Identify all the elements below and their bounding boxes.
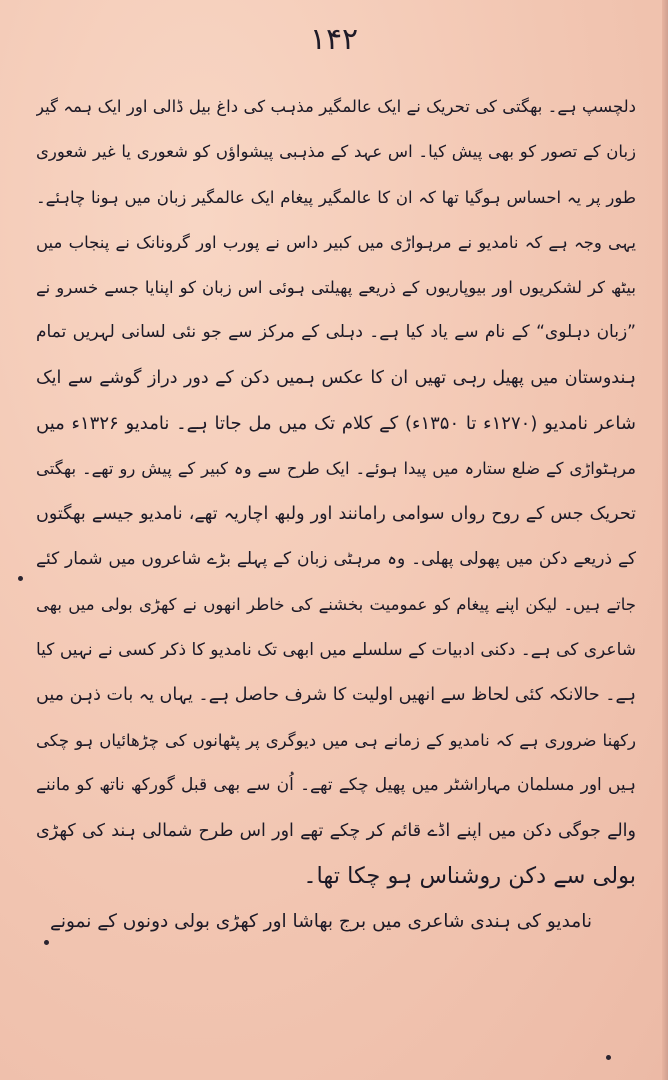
text-line: جاتے ہیں۔ لیکن اپنے پیغام کو عمومیت بخشنے کی خاطر انھوں نے کھڑی بولی میں بھی xyxy=(36,595,636,615)
text-line: یہی وجہ ہے کہ نامدیو نے مرہواڑی میں کبیر داس نے پورب اور گرونانک نے پنجاب میں xyxy=(36,232,636,252)
text-line: طور پر یہ احساس ہوگیا تھا کہ ان کا عالمگیر پیغام ایک عالمگیر زبان میں ہونا چاہئے۔ xyxy=(36,187,636,207)
text-line: والے جوگی دکن میں اپنے اڈے قائم کر چکے تھے اور اس طرح شمالی ہند کی کھڑی xyxy=(36,820,636,841)
ink-speck xyxy=(44,940,49,945)
text-line: بیٹھ کر لشکریوں اور بیوپاریوں کے ذریعے پھیلتی ہوئی اس زبان کو اپنایا جسے خسرو نے xyxy=(36,278,636,298)
ink-speck xyxy=(18,576,23,581)
text-line: ہے۔ حالانکہ کئی لحاظ سے انھیں اولیت کا شرف حاصل ہے۔ یہاں یہ بات ذہن میں xyxy=(36,684,636,705)
text-line: بولی سے دکن روشناس ہو چکا تھا۔ xyxy=(303,863,636,890)
text-line: مرہٹواڑی کے ضلع ستارہ میں پیدا ہوئے۔ ایک طرح سے وہ کبیر کے پیش رو تھے۔ بھگتی xyxy=(36,459,636,479)
page-number: ۱۴۲ xyxy=(309,22,359,57)
ink-speck xyxy=(606,1055,611,1060)
text-line: رکھنا ضروری ہے کہ نامدیو کے زمانے ہی میں دیوگری پر پٹھانوں کی چڑھائیاں ہو چکی xyxy=(36,731,636,751)
text-line: ہندوستان میں پھیل رہی تھیں ان کا عکس ہمیں دکن کے دور دراز گوشے سے ایک xyxy=(36,367,636,388)
text-line: کے ذریعے دکن میں پھولی پھلی۔ وہ مرہٹی زبان کے پہلے بڑے شاعروں میں شمار کئے xyxy=(36,548,636,569)
text-line: شاعری کی ہے۔ دکنی ادبیات کے سلسلے میں ابھی تک نامدیو کا ذکر کسی نے نہیں کیا xyxy=(36,639,636,660)
text-line: تحریک جس کے روح رواں سوامی رامانند اور ولبھ اچاریہ تھے، نامدیو جیسے بھگتوں xyxy=(36,503,636,524)
text-line: ہیں اور مسلمان مہاراشٹر میں پھیل چکے تھے۔ اُن سے بھی قبل گورکھ ناتھ کو ماننے xyxy=(36,775,636,796)
text-line: ”زبان دہلوی“ کے نام سے یاد کیا ہے۔ دہلی کے مرکز سے جو نئی لسانی لہریں تمام xyxy=(36,322,636,343)
body-text xyxy=(36,84,636,945)
text-line: دلچسپ ہے۔ بھگتی کی تحریک نے ایک عالمگیر مذہب کی داغ بیل ڈالی اور ایک ہمہ گیر xyxy=(36,97,636,116)
text-line: شاعر نامدیو (۱۲۷۰ء تا ۱۳۵۰ء) کے کلام تک میں مل جاتا ہے۔ نامدیو ۱۳۲۶ء میں xyxy=(36,413,636,435)
text-line: نامدیو کی ہندی شاعری میں برج بھاشا اور کھڑی بولی دونوں کے نمونے xyxy=(49,911,592,933)
text-line: زبان کے تصور کو بھی پیش کیا۔ اس عہد کے مذہبی پیشواؤں کو شعوری یا غیر شعوری xyxy=(36,142,636,162)
